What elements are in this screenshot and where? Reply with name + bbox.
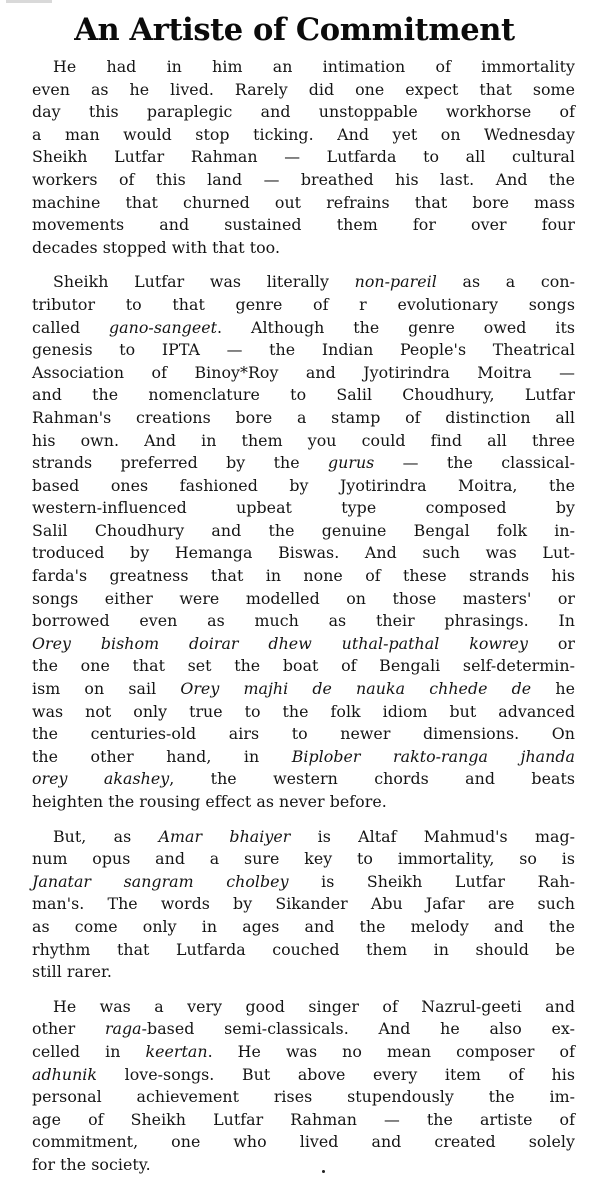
article-paragraph <box>32 826 575 984</box>
article-line: borrowed even as much as their phrasings. In <box>32 611 575 631</box>
article-line: celled in keertan. He was no mean composer of <box>32 1041 575 1061</box>
article-line: Janatar sangram cholbey is Sheikh Lutfar Rah- <box>32 871 575 891</box>
print-speck <box>322 1170 325 1173</box>
italic-title: Amar bhaiyer <box>158 826 291 846</box>
article-line: tributor to that genre of r evolutionary songs <box>32 294 575 314</box>
italic-title: keertan <box>145 1041 208 1061</box>
article-line: for the society. <box>32 1154 151 1174</box>
article-line: farda's greatness that in none of these strands his <box>32 566 575 586</box>
article-paragraph <box>32 271 575 813</box>
article-line: adhunik love-songs. But above every item of his <box>32 1064 575 1084</box>
article-line: workers of this land — breathed his last. And the <box>32 169 575 189</box>
article-line: other raga-based semi-classicals. And he also ex- <box>32 1019 575 1039</box>
italic-title: adhunik <box>32 1064 98 1084</box>
article-line: movements and sustained them for over four <box>32 215 575 235</box>
article-line: Association of Binoy*Roy and Jyotirindra Moitra — <box>32 362 575 382</box>
article-line: the other hand, in Biplober rakto-ranga jhanda <box>32 746 575 766</box>
article-body <box>32 56 575 1189</box>
article-line: called gano-sangeet. Although the genre owed its <box>32 317 576 337</box>
italic-title: raga <box>104 1019 142 1039</box>
article-line: genesis to IPTA — the Indian People's Theatrical <box>32 340 575 360</box>
article-line: ism on sail Orey majhi de nauka chhede de he <box>32 679 575 699</box>
article-line: troduced by Hemanga Biswas. And such was Lut- <box>32 543 575 563</box>
article-line: decades stopped with that too. <box>32 237 281 257</box>
article-line: Sheikh Lutfar Rahman — Lutfarda to all cultural <box>32 147 575 167</box>
article-line: Orey bishom doirar dhew uthal-pathal kowrey or <box>32 633 576 653</box>
article-line: his own. And in them you could find all three <box>32 430 575 450</box>
article-line: heighten the rousing effect as never before. <box>32 792 387 811</box>
article-line: man's. The words by Sikander Abu Jafar are such <box>32 894 575 914</box>
italic-title: Orey bishom doirar dhew uthal-pathal kowrey <box>32 633 528 653</box>
article-line: num opus and a sure key to immortality, so is <box>32 849 575 869</box>
article-line: strands preferred by the gurus — the classical- <box>32 453 575 473</box>
italic-title: gurus <box>327 453 375 473</box>
article-line: as come only in ages and the melody and the <box>32 916 575 936</box>
article-line: Rahman's creations bore a stamp of distinction all <box>32 407 575 427</box>
italic-title: Biplober rakto-ranga jhanda <box>291 746 575 766</box>
article-line: age of Sheikh Lutfar Rahman — the artiste of <box>32 1109 575 1129</box>
article-line: songs either were modelled on those masters' or <box>32 588 575 608</box>
article-line: Salil Choudhury and the genuine Bengal folk in- <box>32 520 575 540</box>
article-line: orey akashey, the western chords and beats <box>32 769 575 789</box>
article-line: and the nomenclature to Salil Choudhury, Lutfar <box>32 385 575 405</box>
article-line: But, as Amar bhaiyer is Altaf Mahmud's mag- <box>53 826 576 846</box>
article-line: the one that set the boat of Bengali self-determin- <box>32 656 575 676</box>
article-line: personal achievement rises stupendously the im- <box>32 1087 575 1107</box>
italic-title: non-pareil <box>354 272 437 292</box>
article-line: still rarer. <box>32 962 112 982</box>
clipping-edge-mark <box>6 0 52 3</box>
article-line: day this paraplegic and unstoppable workhorse of <box>32 102 575 122</box>
article-line: He had in him an intimation of immortality <box>53 57 575 76</box>
article-line: Sheikh Lutfar was literally non-pareil as a con- <box>53 272 575 292</box>
article-line: a man would stop ticking. And yet on Wednesday <box>32 124 575 144</box>
article-line: rhythm that Lutfarda couched them in should be <box>32 939 575 959</box>
article-line: was not only true to the folk idiom but advanced <box>32 701 575 721</box>
article-line: even as he lived. Rarely did one expect that some <box>32 79 575 99</box>
article-line: He was a very good singer of Nazrul-geeti and <box>53 996 575 1016</box>
article-line: commitment, one who lived and created solely <box>32 1132 575 1152</box>
article-line: the centuries-old airs to newer dimensions. On <box>32 724 575 744</box>
article-headline: An Artiste of Commitment <box>74 12 515 48</box>
article-paragraph <box>32 56 575 259</box>
italic-title: orey akashey <box>32 769 170 789</box>
article-line: machine that churned out refrains that bore mass <box>32 192 575 212</box>
italic-title: Janatar sangram cholbey <box>32 871 289 891</box>
article-paragraph <box>32 996 575 1177</box>
italic-title: gano-sangeet <box>109 317 218 337</box>
italic-title: Orey majhi de nauka chhede de <box>180 679 532 699</box>
article-line: western-influenced upbeat type composed by <box>32 498 575 518</box>
article-line: based ones fashioned by Jyotirindra Moitra, the <box>32 475 575 495</box>
